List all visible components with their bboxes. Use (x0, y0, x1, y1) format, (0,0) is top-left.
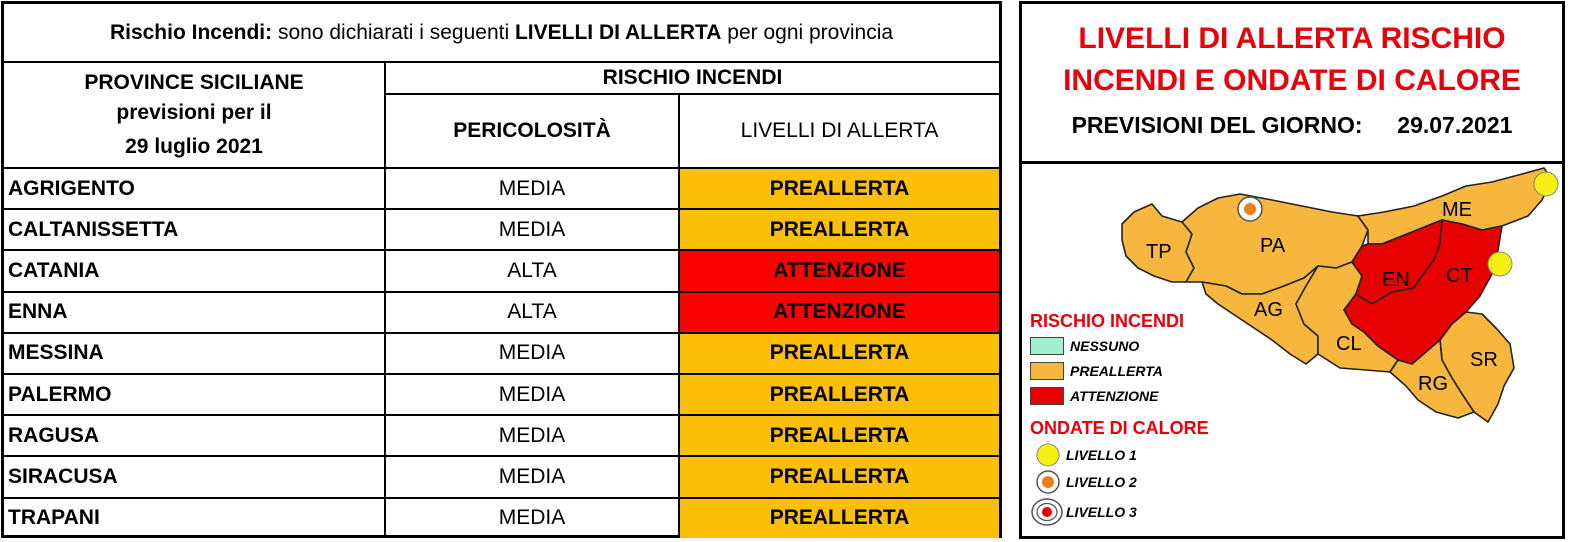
map-label-cl: CL (1336, 333, 1362, 355)
table-row (4, 251, 999, 290)
legend-rischio-title: RISCHIO INCENDI (1030, 311, 1185, 331)
header-province-line3: 29 luglio 2021 (125, 135, 263, 159)
province-name: ENNA (8, 300, 68, 324)
alert-level-badge: ATTENZIONE (680, 251, 999, 290)
province-name: CATANIA (8, 258, 100, 282)
province-name: PALERMO (8, 382, 112, 406)
level1-icon (1034, 442, 1062, 468)
intro-text-2: per ogni provincia (721, 20, 894, 44)
map-label-me: ME (1442, 199, 1472, 221)
table-row (4, 375, 999, 414)
panel-date (1022, 112, 1562, 139)
header-province-line2: previsioni per il (116, 100, 272, 124)
intro-bold: Rischio Incendi: (109, 20, 273, 44)
legend-livello3: LIVELLO 3 (1030, 497, 1137, 527)
header-province-line1: PROVINCE SICILIANE (84, 70, 304, 94)
province-name: MESSINA (8, 341, 104, 365)
header-livelli: LIVELLI DI ALLERTA (740, 118, 939, 142)
date-value: 29.07.2021 (1397, 112, 1513, 138)
alert-level-badge: PREALLERTA (680, 210, 999, 249)
panel-header (1019, 1, 1565, 164)
pericolosita-value: MEDIA (498, 423, 566, 447)
pericolosita-value: MEDIA (498, 382, 566, 406)
pericolosita-value: MEDIA (498, 464, 566, 488)
map-label-rg: RG (1418, 373, 1448, 395)
map-label-tp: TP (1146, 241, 1172, 263)
map-label-sr: SR (1470, 349, 1498, 371)
intro-bold-2: LIVELLI DI ALLERTA (514, 20, 722, 44)
province-name: TRAPANI (8, 506, 100, 530)
level3-icon (1030, 497, 1064, 527)
legend-swatch-nessuno (1030, 337, 1064, 355)
legend-swatch-attenzione (1030, 387, 1064, 405)
table-row (4, 293, 999, 332)
table-row (4, 457, 999, 496)
legend-swatch-preallerta (1030, 362, 1064, 380)
header-rischio: RISCHIO INCENDI (602, 65, 783, 89)
pericolosita-value: ALTA (507, 258, 557, 282)
legend-nessuno: NESSUNO (1030, 337, 1139, 355)
province-name: SIRACUSA (8, 464, 118, 488)
map-panel (1019, 164, 1565, 539)
alert-level-badge: PREALLERTA (680, 334, 999, 373)
legend-livello2: LIVELLO 2 (1034, 469, 1137, 495)
alert-table (1, 1, 1002, 538)
map-label-en: EN (1382, 269, 1410, 291)
level2-icon (1034, 469, 1062, 495)
header-pericolosita: PERICOLOSITÀ (453, 118, 611, 142)
table-row (4, 416, 999, 455)
pericolosita-value: MEDIA (498, 506, 566, 530)
legend-livello1: LIVELLO 1 (1034, 442, 1137, 468)
table-row (4, 499, 999, 538)
panel-title-line2: INCENDI E ONDATE DI CALORE (1063, 64, 1521, 97)
intro-text: sono dichiarati i seguenti (272, 20, 515, 44)
table-row (4, 210, 999, 249)
alert-level-badge: PREALLERTA (680, 375, 999, 414)
date-label: PREVISIONI DEL GIORNO: (1071, 112, 1363, 138)
map-label-ag: AG (1254, 299, 1283, 321)
panel-title-line1: LIVELLI DI ALLERTA RISCHIO (1078, 22, 1506, 55)
table-row (4, 334, 999, 373)
legend-ondate-title: ONDATE DI CALORE (1030, 418, 1209, 438)
legend-attenzione: ATTENZIONE (1030, 387, 1158, 405)
legend-preallerta: PREALLERTA (1030, 362, 1163, 380)
alert-level-badge: PREALLERTA (680, 169, 999, 208)
heat-marker-ct (1488, 252, 1512, 276)
pericolosita-value: MEDIA (498, 217, 566, 241)
header-province (4, 63, 384, 167)
pericolosita-value: ALTA (507, 300, 557, 324)
alert-level-badge: PREALLERTA (680, 416, 999, 455)
table-intro (4, 4, 999, 62)
alert-level-badge: ATTENZIONE (680, 293, 999, 332)
alert-level-badge: PREALLERTA (680, 457, 999, 496)
heat-marker-pa (1244, 203, 1256, 215)
table-row (4, 169, 999, 208)
heat-marker-me (1534, 172, 1558, 196)
alert-level-badge: PREALLERTA (680, 499, 999, 538)
map-label-ct: CT (1446, 265, 1473, 287)
map-label-pa: PA (1260, 235, 1286, 257)
pericolosita-value: MEDIA (498, 341, 566, 365)
province-name: RAGUSA (8, 423, 100, 447)
province-name: AGRIGENTO (8, 176, 135, 200)
pericolosita-value: MEDIA (498, 176, 566, 200)
province-name: CALTANISSETTA (8, 217, 179, 241)
